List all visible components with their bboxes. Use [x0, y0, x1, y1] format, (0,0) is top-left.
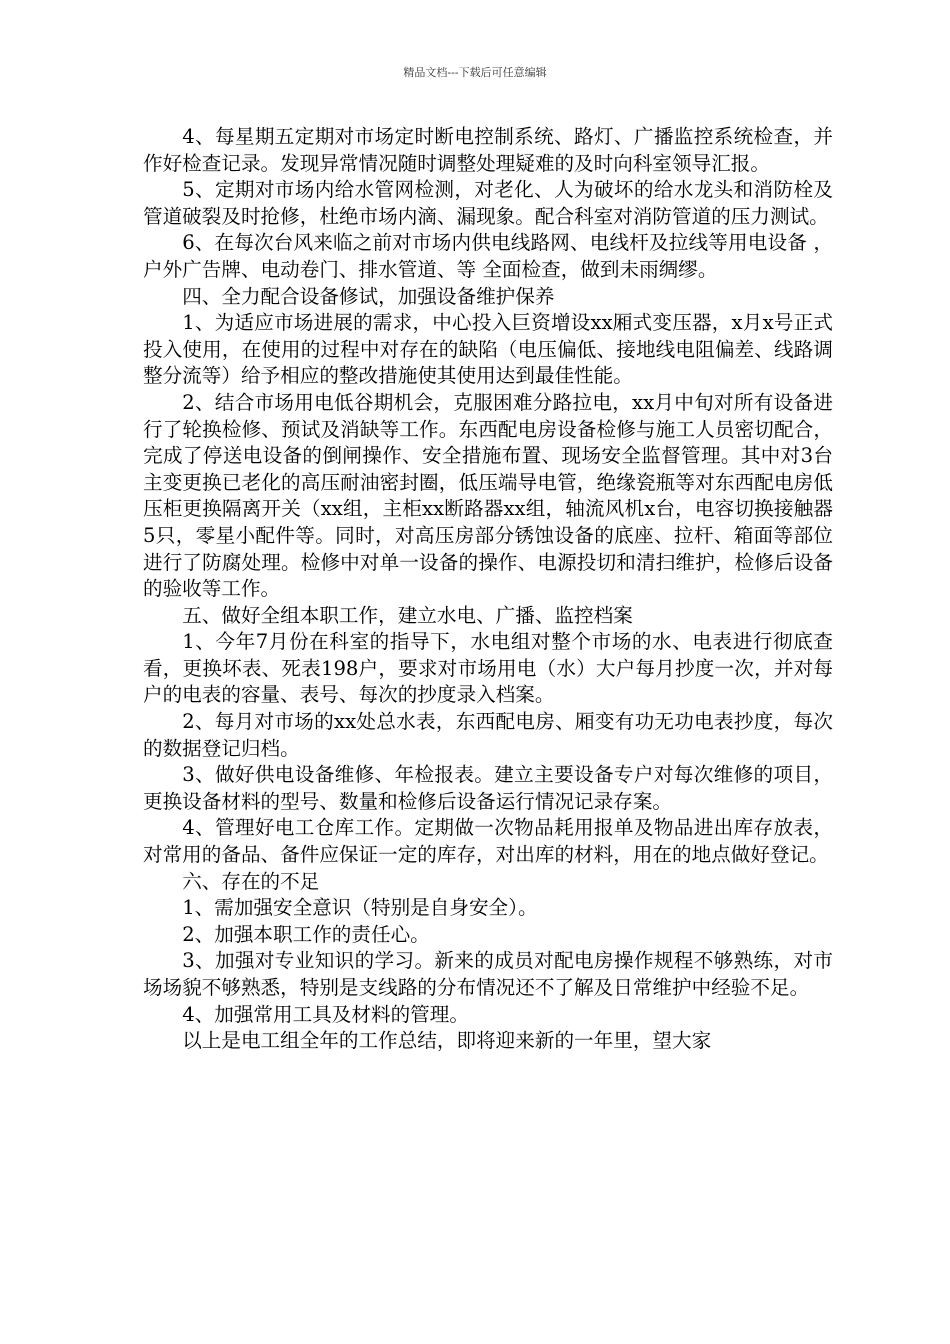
paragraph-repair-records: 3、做好供电设备维修、年检报表。建立主要设备专户对每次维修的项目，更换设备材料的型号、数量和检修后设备运行情况记录存案。 [143, 763, 833, 813]
paragraph-6-typhoon-check: 6、在每次台风来临之前对市场内供电线路网、电线杆及拉线等用电设备 ，户外广告牌、电动卷门、排水管道、等 全面检查，做到未雨绸缪。 [143, 231, 833, 281]
section-heading-4: 四、全力配合设备修试，加强设备维护保养 [182, 284, 555, 308]
section-heading-5: 五、做好全组本职工作，建立水电、广播、监控档案 [182, 603, 633, 627]
paragraph-5-water-network: 5、定期对市场内给水管网检测，对老化、人为破坏的给水龙头和消防栓及管道破裂及时抢修，杜绝市场内滴、漏现象。配合科室对消防管道的压力测试。 [143, 178, 833, 228]
closing-paragraph: 以上是电工组全年的工作总结，即将迎来新的一年里，望大家 [182, 1029, 712, 1053]
paragraph-maintenance: 2、结合市场用电低谷期机会，克服困难分路拉电，xx月中旬对所有设备进行了轮换检修、预试及消缺等工作。东西配电房设备检修与施工人员密切配合，完成了停送电设备的倒闸操作、安全措施布置、现场安全监督管理。其中对3台主变更换已老化的高压耐油密封圈，低压端导电管，绝缘瓷瓶等对东西配电房低压柜更换隔离开关（xx组，主柜xx断路器xx组，轴流风机x台，电容切换接触器5只，零星小配件等。同时，对高压房部分锈蚀设备的底座、拉杆、箱面等部位进行了防腐处理。检修中对单一设备的操作、电源投切和清扫维护，检修后设备的验收等工作。 [143, 390, 833, 601]
page-header: 精品文档---下载后可任意编辑 [403, 66, 547, 79]
shortcoming-2: 2、加强本职工作的责任心。 [182, 922, 430, 946]
document-body [143, 124, 833, 1055]
shortcoming-3: 3、加强对专业知识的学习。新来的成员对配电房操作规程不够熟练，对市场场貌不够熟悉，特别是支线路的分布情况还不了解及日常维护中经验不足。 [143, 949, 833, 999]
section-heading-6: 六、存在的不足 [182, 869, 320, 893]
paragraph-warehouse: 4、管理好电工仓库工作。定期做一次物品耗用报单及物品进出库存放表，对常用的备品、备件应保证一定的库存，对出库的材料，用在的地点做好登记。 [143, 816, 833, 867]
shortcoming-4: 4、加强常用工具及材料的管理。 [182, 1002, 469, 1026]
paragraph-meter-check: 1、今年7月份在科室的指导下，水电组对整个市场的水、电表进行彻底查看，更换坏表、死表198户，要求对市场用电（水）大户每月抄度一次，并对每户的电表的容量、表号、每次的抄度录入档案。 [143, 630, 833, 707]
paragraph-4-weekly-check: 4、每星期五定期对市场定时断电控制系统、路灯、广播监控系统检查，并作好检查记录。发现异常情况随时调整处理疑难的及时向科室领导汇报。 [143, 125, 833, 175]
paragraph-monthly-reading: 2、每月对市场的xx处总水表，东西配电房、厢变有功无功电表抄度，每次的数据登记归档。 [143, 710, 833, 760]
paragraph-transformer: 1、为适应市场进展的需求，中心投入巨资增设xx厢式变压器，x月x号正式投入使用，在使用的过程中对存在的缺陷（电压偏低、接地线电阻偏差、线路调整分流等）给予相应的整改措施使其使用达到最佳性能。 [143, 311, 833, 388]
shortcoming-1: 1、需加强安全意识（特别是自身安全）。 [182, 896, 538, 920]
